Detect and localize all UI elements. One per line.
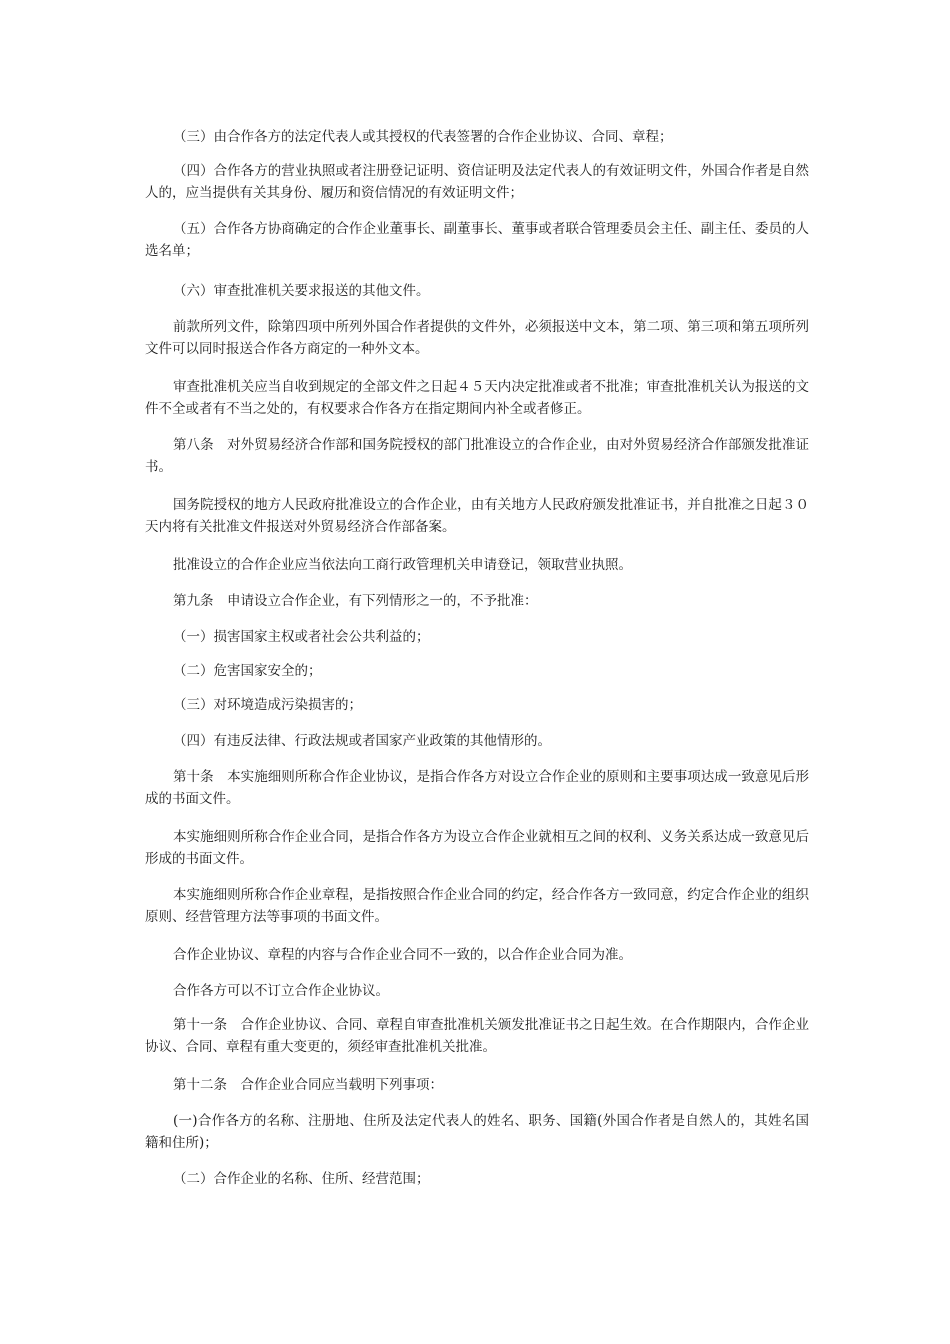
paragraph-17: 本实施细则所称合作企业章程，是指按照合作企业合同的约定，经合作各方一致同意，约定合作企业的组织原则、经营管理方法等事项的书面文件。: [145, 887, 809, 925]
paragraph-13: （三）对环境造成污染损害的；: [173, 697, 362, 713]
paragraph-21: 第十二条 合作企业合同应当载明下列事项：: [173, 1077, 443, 1093]
paragraph-4: （六）审查批准机关要求报送的其他文件。: [173, 283, 430, 299]
paragraph-2: （四）合作各方的营业执照或者注册登记证明、资信证明及法定代表人的有效证明文件，外国合作者是自然人的，应当提供有关其身份、履历和资信情况的有效证明文件；: [145, 163, 809, 201]
paragraph-10: 第九条 申请设立合作企业，有下列情形之一的，不予批准：: [173, 593, 538, 609]
paragraph-20: 第十一条 合作企业协议、合同、章程自审查批准机关颁发批准证书之日起生效。在合作期限内，合作企业协议、合同、章程有重大变更的，须经审查批准机关批准。: [145, 1017, 809, 1055]
paragraph-6: 审查批准机关应当自收到规定的全部文件之日起４５天内决定批准或者不批准；审查批准机关认为报送的文件不全或者有不当之处的，有权要求合作各方在指定期间内补全或者修正。: [145, 379, 809, 417]
paragraph-14: （四）有违反法律、行政法规或者国家产业政策的其他情形的。: [173, 733, 551, 749]
paragraph-9: 批准设立的合作企业应当依法向工商行政管理机关申请登记，领取营业执照。: [173, 557, 632, 573]
paragraph-3: （五）合作各方协商确定的合作企业董事长、副董事长、董事或者联合管理委员会主任、副主任、委员的人选名单；: [145, 221, 809, 259]
paragraph-8: 国务院授权的地方人民政府批准设立的合作企业，由有关地方人民政府颁发批准证书，并自批准之日起３０天内将有关批准文件报送对外贸易经济合作部备案。: [145, 497, 809, 535]
paragraph-23: （二）合作企业的名称、住所、经营范围；: [173, 1171, 430, 1187]
paragraph-16: 本实施细则所称合作企业合同，是指合作各方为设立合作企业就相互之间的权利、义务关系达成一致意见后形成的书面文件。: [145, 829, 809, 867]
paragraph-1: （三）由合作各方的法定代表人或其授权的代表签署的合作企业协议、合同、章程；: [173, 129, 673, 145]
paragraph-19: 合作各方可以不订立合作企业协议。: [173, 983, 389, 999]
paragraph-12: （二）危害国家安全的；: [173, 663, 322, 679]
paragraph-5: 前款所列文件，除第四项中所列外国合作者提供的文件外，必须报送中文本，第二项、第三项和第五项所列文件可以同时报送合作各方商定的一种外文本。: [145, 319, 809, 357]
paragraph-11: （一）损害国家主权或者社会公共利益的；: [173, 629, 430, 645]
paragraph-18: 合作企业协议、章程的内容与合作企业合同不一致的，以合作企业合同为准。: [173, 947, 632, 963]
paragraph-22: (一)合作各方的名称、注册地、住所及法定代表人的姓名、职务、国籍(外国合作者是自然人的，其姓名国籍和住所)；: [145, 1113, 809, 1151]
paragraph-7: 第八条 对外贸易经济合作部和国务院授权的部门批准设立的合作企业，由对外贸易经济合作部颁发批准证书。: [145, 437, 809, 475]
paragraph-15: 第十条 本实施细则所称合作企业协议，是指合作各方对设立合作企业的原则和主要事项达成一致意见后形成的书面文件。: [145, 769, 809, 807]
